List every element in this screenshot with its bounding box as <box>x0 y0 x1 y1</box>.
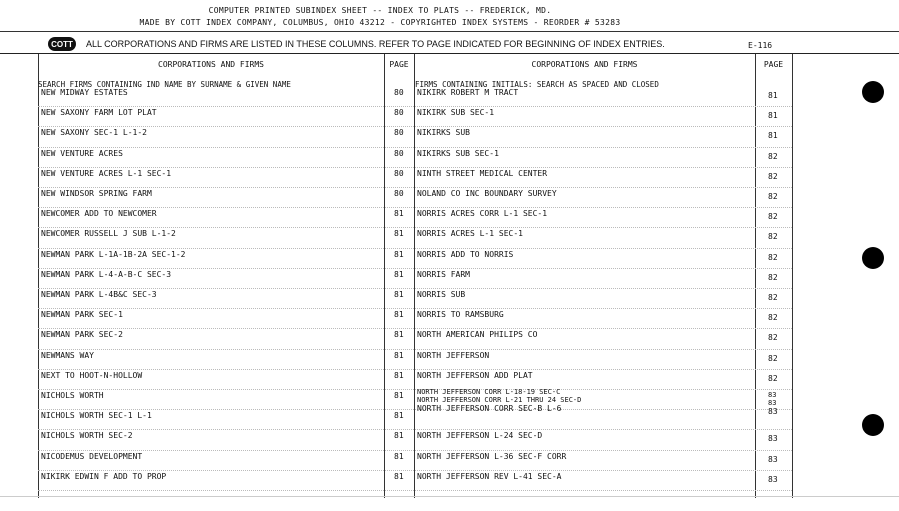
right-entry-page: 82 <box>768 212 778 222</box>
right-entry-name: NIKIRK ROBERT M TRACT <box>417 88 519 97</box>
left-entry-name: NEWMAN PARK SEC-2 <box>41 330 123 340</box>
right-entry-page: 82 <box>768 293 778 302</box>
top-rule <box>0 31 899 32</box>
left-entry-name: NEWCOMER RUSSELL J SUB L-1-2 <box>41 229 176 239</box>
right-entry-name: NORRIS ACRES L-1 SEC-1 <box>417 229 523 239</box>
right-entry-name: NINTH STREET MEDICAL CENTER <box>417 168 548 178</box>
right-entry-name: NORTH JEFFERSON ADD PLAT <box>417 370 533 380</box>
left-entry-page: 80 <box>394 189 404 198</box>
notice-row <box>48 36 665 52</box>
row-separator <box>38 167 792 168</box>
left-entry-name: NICHOLS WORTH SEC-2 <box>41 431 133 441</box>
left-entry-name: NICHOLS WORTH <box>41 391 104 400</box>
frame-divider-page1 <box>384 54 385 498</box>
left-entry-name: NEW VENTURE ACRES L-1 SEC-1 <box>41 168 172 178</box>
left-entry-name: NEW WINDSOR SPRING FARM <box>41 189 152 198</box>
right-entry-page: 82 <box>768 151 778 161</box>
right-entry-page: 82 <box>768 313 778 323</box>
right-entry-page: 82 <box>768 373 778 383</box>
right-entry-name: NORTH JEFFERSON CORR L-21 THRU 24 SEC-D <box>417 396 582 404</box>
left-entry-name: NEW SAXONY FARM LOT PLAT <box>41 108 157 118</box>
left-entry-name: NEWMANS WAY <box>41 350 94 360</box>
row-separator <box>38 409 792 410</box>
left-entry-page: 81 <box>394 451 404 461</box>
left-column-header: CORPORATIONS AND FIRMS <box>158 60 264 69</box>
left-entry-page: 81 <box>394 391 404 400</box>
row-separator <box>38 429 792 430</box>
left-entry-page: 80 <box>394 128 404 138</box>
binder-hole-icon <box>862 81 884 103</box>
binder-hole-icon <box>862 247 884 269</box>
row-separator <box>38 328 792 329</box>
frame-left-border <box>38 54 39 498</box>
right-entry-page: 83 <box>768 399 777 407</box>
left-entry-page: 81 <box>394 269 404 279</box>
notice-text: ALL CORPORATIONS AND FIRMS ARE LISTED IN THESE COLUMNS. REFER TO PAGE INDICATED FOR BEGINNING OF INDEX ENTRIES. <box>86 39 665 49</box>
cott-logo: COTT <box>48 37 76 51</box>
right-entry-name: NORRIS ADD TO NORRIS <box>417 249 514 259</box>
row-separator <box>38 207 792 208</box>
left-page-header: PAGE <box>389 60 409 69</box>
right-entry-page: 82 <box>768 252 778 262</box>
left-entry-page: 81 <box>394 249 404 259</box>
sheet-number: E-116 <box>748 41 773 50</box>
right-entry-name: NORTH JEFFERSON REV L-41 SEC-A <box>417 471 562 481</box>
right-column-header: CORPORATIONS AND FIRMS <box>531 60 638 69</box>
left-entry-name: NICHOLS WORTH SEC-1 L-1 <box>41 411 152 421</box>
row-separator <box>38 470 792 471</box>
left-entry-page: 81 <box>394 209 404 219</box>
right-entry-page: 82 <box>768 333 778 343</box>
right-entry-page: 81 <box>768 131 778 141</box>
left-entry-name: NIKIRK EDWIN F ADD TO PROP <box>41 471 167 481</box>
right-page-header: PAGE <box>763 60 784 69</box>
notice-rule <box>0 53 899 54</box>
row-separator <box>38 308 792 309</box>
right-entry-name: NIKIRKS SUB <box>417 128 470 138</box>
left-entry-page: 80 <box>394 168 404 178</box>
right-entry-name: NORRIS TO RAMSBURG <box>417 310 504 320</box>
left-entry-page: 81 <box>394 330 404 340</box>
right-entry-name: NORTH AMERICAN PHILIPS CO <box>417 330 538 340</box>
frame-divider-mid <box>414 54 415 498</box>
left-entry-page: 81 <box>394 229 404 239</box>
right-entry-name: NIKIRKS SUB SEC-1 <box>417 148 499 158</box>
right-entry-name: NORTH JEFFERSON CORR SEC-B L-6 <box>417 404 562 413</box>
row-separator <box>38 248 792 249</box>
row-separator <box>38 187 792 188</box>
right-entry-page: 83 <box>768 391 777 399</box>
row-separator <box>38 126 792 127</box>
left-entry-page: 80 <box>394 88 404 97</box>
bottom-rule <box>0 496 899 497</box>
left-entry-page: 81 <box>394 370 404 380</box>
right-entry-page: 82 <box>768 232 778 242</box>
right-entry-name: NIKIRK SUB SEC-1 <box>417 108 495 118</box>
right-entry-page: 81 <box>768 91 778 100</box>
right-entry-name: NORTH JEFFERSON L-24 SEC-D <box>417 431 543 441</box>
frame-right-border <box>792 54 793 498</box>
left-entry-page: 81 <box>394 471 404 481</box>
left-subheader: SEARCH FIRMS CONTAINING IND NAME BY SURNAME & GIVEN NAME <box>38 80 291 89</box>
row-separator <box>38 147 792 148</box>
left-entry-name: NEWMAN PARK L-1A-1B-2A SEC-1-2 <box>41 249 186 259</box>
binder-hole-icon <box>862 414 884 436</box>
row-separator <box>38 389 792 390</box>
right-entry-page: 82 <box>768 272 778 282</box>
left-entry-name: NEW SAXONY SEC-1 L-1-2 <box>41 128 147 138</box>
left-entry-page: 81 <box>394 350 404 360</box>
right-entry-name: NORRIS SUB <box>417 290 466 299</box>
row-separator <box>38 268 792 269</box>
left-entry-name: NICODEMUS DEVELOPMENT <box>41 451 143 461</box>
left-entry-name: NEWMAN PARK L-4-A-B-C SEC-3 <box>41 269 172 279</box>
right-entry-page: 83 <box>768 434 778 444</box>
left-entry-page: 81 <box>394 310 404 320</box>
right-entry-page: 83 <box>768 474 778 484</box>
left-entry-page: 81 <box>394 290 404 299</box>
left-entry-page: 80 <box>394 148 404 158</box>
row-separator <box>38 450 792 451</box>
right-subheader: FIRMS CONTAINING INITIALS: SEARCH AS SPACED AND CLOSED <box>415 80 659 89</box>
left-entry-name: NEWCOMER ADD TO NEWCOMER <box>41 209 157 219</box>
row-separator <box>38 106 792 107</box>
right-entry-name: NOLAND CO INC BOUNDARY SURVEY <box>417 189 557 198</box>
right-entry-page: 82 <box>768 353 778 363</box>
right-entry-page: 82 <box>768 171 778 181</box>
right-entry-page: 81 <box>768 111 778 121</box>
row-separator <box>38 227 792 228</box>
right-entry-name: NORTH JEFFERSON CORR L-18-19 SEC-C <box>417 388 561 396</box>
right-entry-name: NORRIS ACRES CORR L-1 SEC-1 <box>417 209 548 219</box>
row-separator <box>38 369 792 370</box>
left-entry-page: 80 <box>394 108 404 118</box>
left-entry-name: NEW MIDWAY ESTATES <box>41 88 128 97</box>
right-entry-page: 83 <box>768 454 778 464</box>
left-entry-name: NEWMAN PARK SEC-1 <box>41 310 123 320</box>
right-entry-page: 83 <box>768 407 778 416</box>
right-entry-page: 82 <box>768 192 778 201</box>
frame-divider-page2 <box>755 54 756 498</box>
row-separator <box>38 490 792 491</box>
right-entry-name: NORTH JEFFERSON <box>417 350 490 360</box>
right-entry-name: NORTH JEFFERSON L-36 SEC-F CORR <box>417 451 567 461</box>
left-entry-name: NEWMAN PARK L-4B&C SEC-3 <box>41 290 157 299</box>
left-entry-page: 81 <box>394 431 404 441</box>
header-line-1: COMPUTER PRINTED SUBINDEX SHEET -- INDEX TO PLATS -- FREDERICK, MD. <box>208 6 552 15</box>
row-separator <box>38 288 792 289</box>
left-entry-name: NEXT TO HOOT-N-HOLLOW <box>41 370 143 380</box>
header-line-2: MADE BY COTT INDEX COMPANY, COLUMBUS, OHIO 43212 - COPYRIGHTED INDEX SYSTEMS - REORDER # 53283 <box>139 18 621 27</box>
row-separator <box>38 349 792 350</box>
left-entry-page: 81 <box>394 411 404 421</box>
right-entry-name: NORRIS FARM <box>417 269 470 279</box>
left-entry-name: NEW VENTURE ACRES <box>41 148 123 158</box>
